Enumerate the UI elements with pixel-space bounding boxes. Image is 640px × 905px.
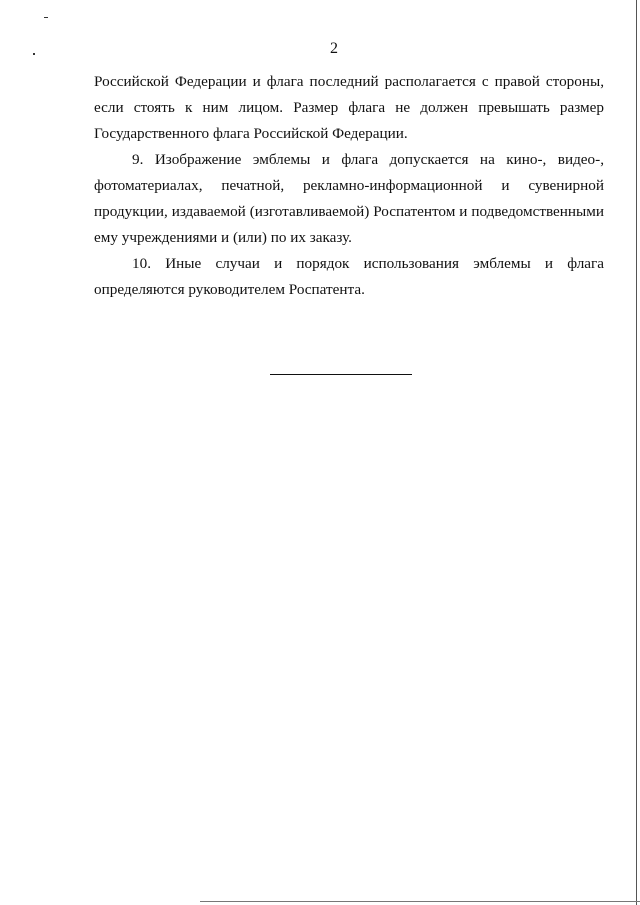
paragraph-continuation xyxy=(94,69,604,147)
text-line: ему учреждениями и (или) по их заказу. xyxy=(94,229,352,246)
text-line: 10. Иные случаи и порядок использования эмблемы и флага xyxy=(132,255,604,272)
paragraph-item-10 xyxy=(94,251,604,303)
paragraph-item-9 xyxy=(94,147,604,251)
text-line: если стоять к ним лицом. Размер флага не должен превышать размер xyxy=(94,99,604,116)
page-number: 2 xyxy=(330,40,338,57)
text-line: Российской Федерации и флага последний располагается с правой стороны, xyxy=(94,73,604,90)
text-line: фотоматериалах, печатной, рекламно-информационной и сувенирной xyxy=(94,177,604,194)
text-line: продукции, издаваемой (изготавливаемой) Роспатентом и подведомственными xyxy=(94,203,604,220)
text-line: Государственного флага Российской Федерации. xyxy=(94,125,408,142)
text-line: определяются руководителем Роспатента. xyxy=(94,281,365,298)
scan-edge-bottom xyxy=(200,901,640,902)
scan-speck xyxy=(44,17,48,18)
end-separator-line xyxy=(270,374,412,375)
text-line: 9. Изображение эмблемы и флага допускается на кино-, видео-, xyxy=(132,151,604,168)
scan-edge-right xyxy=(636,0,637,905)
